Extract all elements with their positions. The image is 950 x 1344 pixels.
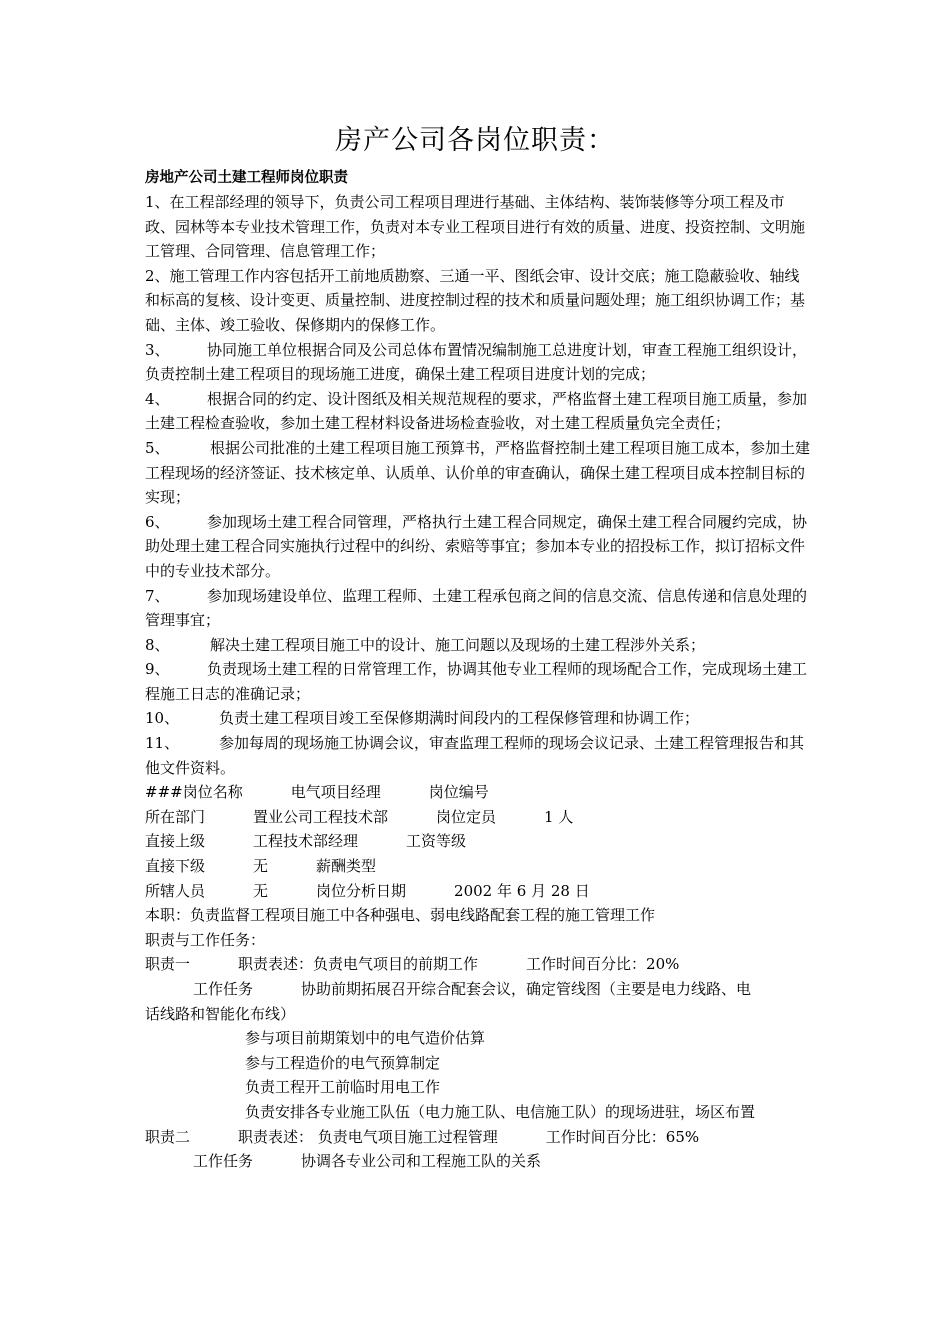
task-row <box>145 977 810 1002</box>
duty-number: 3、 <box>145 340 170 359</box>
duty-number: 6、 <box>145 512 170 531</box>
task-text: 协调各专业公司和工程施工队的关系 <box>301 1152 542 1171</box>
job-field-label: 直接下级 <box>145 857 206 876</box>
duty-number: 10、 <box>145 709 180 728</box>
duty-text: 根据合同的约定、设计图纸及相关规范规程的要求，严格监督土建工程项目施工质量，参加土建工程检查验收，参加土建工程材料设备进场检查验收，对土建工程质量负完全责任； <box>145 389 808 433</box>
duty-text: 根据公司批准的土建工程项目施工预算书，严格监督控制土建工程项目施工成本，参加土建工程现场的经济签证、技术核定单、认质单、认价单的审查确认，确保土建工程项目成本控制目标的实现； <box>145 438 811 507</box>
duty-label: 职责二 <box>145 1127 191 1146</box>
job-info-row <box>145 780 810 805</box>
job-field-value: 工程技术部经理 <box>253 832 359 851</box>
duty-number: 7、 <box>145 586 170 605</box>
job-field-label: 工资等级 <box>406 832 467 851</box>
duty-text: 施工管理工作内容包括开工前地质勘察、三通一平、图纸会审、设计交底；施工隐蔽验收、轴线和标高的复核、设计变更、质量控制、进度控制过程的技术和质量问题处理；施工组织协调工作；基础、主体、竣工验收、保修期内的保修工作。 <box>145 266 806 334</box>
job-info-row <box>145 829 810 854</box>
duty-item-6 <box>145 510 810 584</box>
duty-item-3 <box>145 338 810 387</box>
job-field-value: 无 <box>253 857 269 876</box>
duty-description: 职责表述： 负责电气项目施工过程管理 <box>238 1127 498 1146</box>
duty-number: 5、 <box>145 438 170 457</box>
task-label: 工作任务 <box>193 980 254 998</box>
job-field-label: 岗位定员 <box>436 807 497 826</box>
task-continuation: 话线路和智能化布线） <box>145 1004 296 1023</box>
job-field-value: 1 人 <box>544 807 574 826</box>
duty-label: 职责一 <box>145 955 191 974</box>
tasks-heading: 职责与工作任务： <box>145 930 266 949</box>
duty-number: 9、 <box>145 660 170 679</box>
duty-text: 协同施工单位根据合同及公司总体布置情况编制施工总进度计划，审查工程施工组织设计，负责控制土建工程项目的现场施工进度，确保土建工程项目进度计划的完成； <box>145 340 808 384</box>
duty-number: 1、 <box>145 193 170 211</box>
task-label: 工作任务 <box>193 1152 254 1171</box>
job-field-label: 直接上级 <box>145 832 206 851</box>
duty-text: 负责现场土建工程的日常管理工作，协调其他专业工程师的现场配合工作，完成现场土建工程施工日志的准确记录； <box>145 660 808 703</box>
duty-item-5 <box>145 436 810 510</box>
duty-item-10 <box>145 706 810 731</box>
duty-text: 参加每周的现场施工协调会议，审查监理工程师的现场会议记录、土建工程管理报告和其他文件资料。 <box>145 734 805 777</box>
job-core-duty: 本职：负责监督工程项目施工中各种强电、弱电线路配套工程的施工管理工作 <box>145 906 656 925</box>
task-row <box>145 1149 810 1174</box>
task-item: 负责安排各专业施工队伍（电力施工队、电信施工队）的现场进驻，场区布置 <box>245 1102 756 1121</box>
job-field-label: 所在部门 <box>145 807 206 826</box>
duty-description: 职责表述：负责电气项目的前期工作 <box>238 955 479 974</box>
duty-item-4 <box>145 387 810 436</box>
duty-item-9 <box>145 657 810 706</box>
job-field-label: 岗位编号 <box>428 783 489 802</box>
task-text: 协助前期拓展召开综合配套会议，确定管线图（主要是电力线路、电 <box>301 980 752 998</box>
duty-item-7 <box>145 584 810 633</box>
duty-number: 4、 <box>145 389 170 408</box>
job-field-label: 所辖人员 <box>145 881 206 900</box>
duty-row <box>145 1125 810 1150</box>
page-title: 房产公司各岗位职责： <box>335 125 615 156</box>
job-field-value: 置业公司工程技术部 <box>253 807 389 826</box>
duty-item-11 <box>145 731 810 780</box>
duty-number: 2、 <box>145 266 170 285</box>
section-subtitle: 房地产公司土建工程师岗位职责 <box>145 170 348 186</box>
duty-text: 参加现场土建工程合同管理，严格执行土建工程合同规定，确保土建工程合同履约完成，协助处理土建工程合同实施执行过程中的纠纷、索赔等事宜；参加本专业的招投标工作，拟订招标文件中的专业技术部分。 <box>145 512 808 580</box>
job-field-label: ###岗位名称 <box>145 783 243 802</box>
duty-item-2 <box>145 264 810 338</box>
duty-row <box>145 952 810 977</box>
duty-number: 8、 <box>145 635 170 654</box>
duty-text: 在工程部经理的领导下，负责公司工程项目理进行基础、主体结构、装饰装修等分项工程及市政、园林等本专业技术管理工作，负责对本专业工程项目进行有效的质量、进度、投资控制、文明施工管理、合同管理、信息管理工作； <box>145 193 806 261</box>
duty-text: 参加现场建设单位、监理工程师、土建工程承包商之间的信息交流、信息传递和信息处理的管理事宜； <box>145 586 808 630</box>
duty-percentage: 工作时间百分比：20% <box>526 955 680 974</box>
duty-item-8 <box>145 633 810 658</box>
duty-percentage: 工作时间百分比：65% <box>545 1127 700 1146</box>
task-item: 参与工程造价的电气预算制定 <box>245 1053 441 1072</box>
job-field-value: 无 <box>253 881 269 900</box>
job-info-row <box>145 879 810 904</box>
task-item: 负责工程开工前临时用电工作 <box>245 1078 441 1097</box>
duty-item-1 <box>145 190 810 264</box>
job-field-value: 电气项目经理 <box>290 783 381 802</box>
duty-text: 解决土建工程项目施工中的设计、施工问题以及现场的土建工程涉外关系； <box>210 635 706 654</box>
task-item: 参与项目前期策划中的电气造价估算 <box>245 1029 486 1048</box>
job-info-row <box>145 805 810 830</box>
duty-number: 11、 <box>145 734 180 753</box>
job-field-label: 岗位分析日期 <box>316 881 407 900</box>
job-info-row <box>145 854 810 879</box>
job-field-label: 薪酬类型 <box>316 857 377 876</box>
document-body <box>145 190 810 1174</box>
job-field-value: 2002 年 6 月 28 日 <box>454 881 590 900</box>
duty-text: 负责土建工程项目竣工至保修期满时间段内的工程保修管理和协调工作； <box>219 709 700 728</box>
